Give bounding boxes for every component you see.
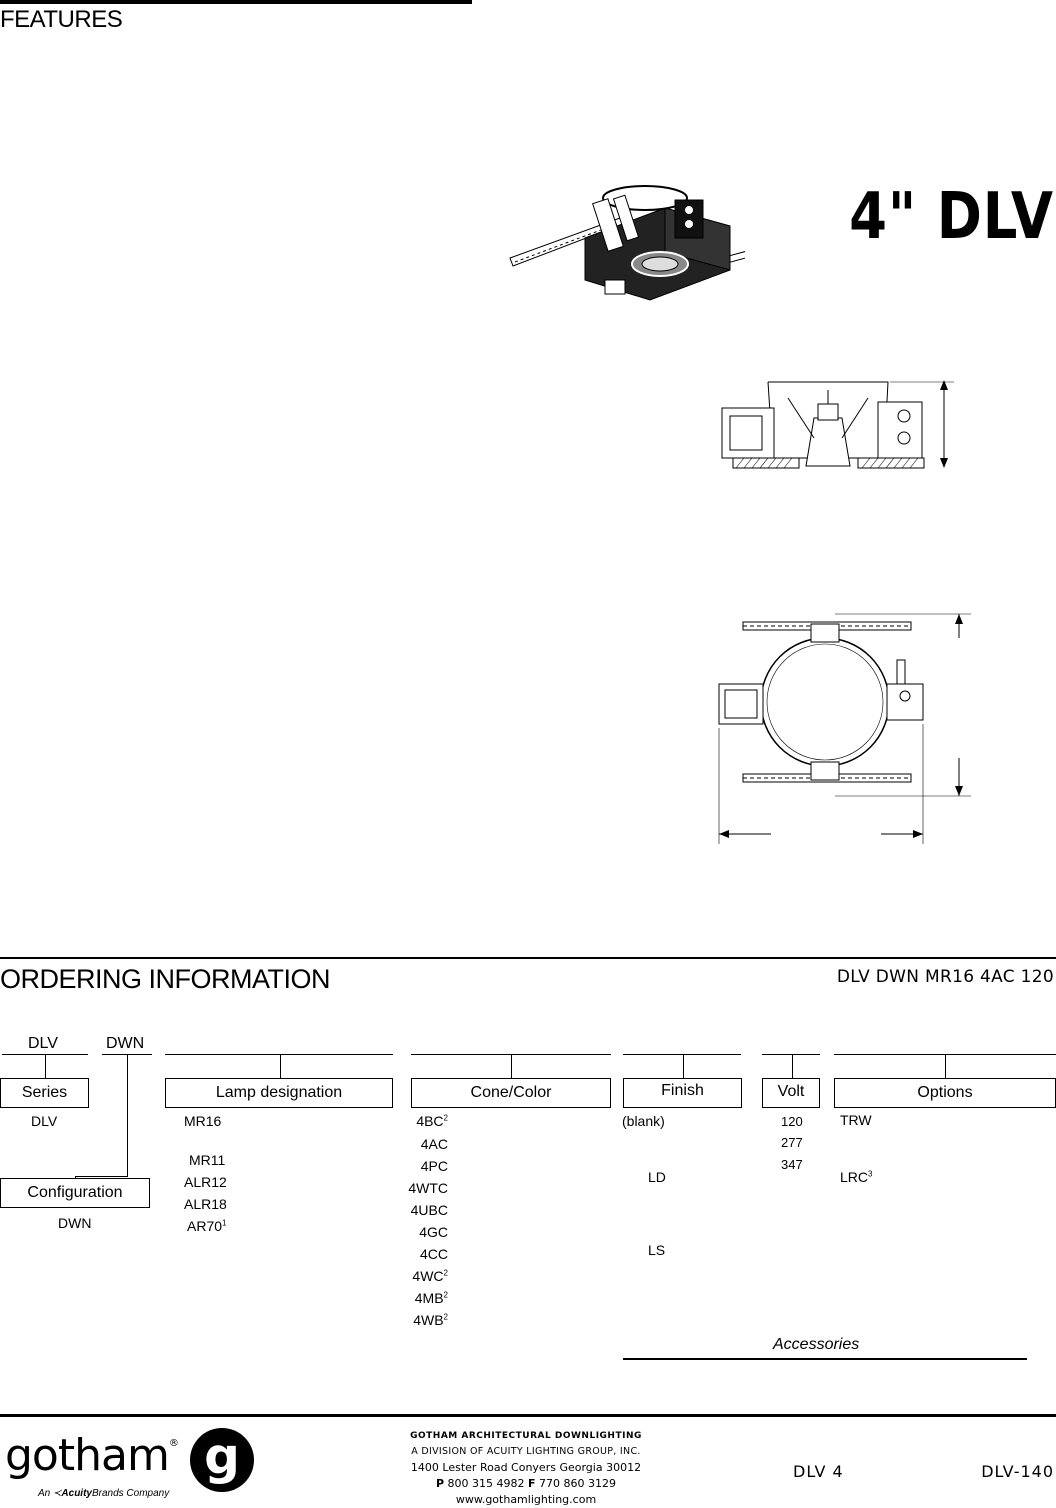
- cone-code: 4CC: [419, 1246, 448, 1262]
- cone-value: [388, 1246, 448, 1262]
- finish-connector: [683, 1054, 684, 1078]
- options-value-text: LRC: [840, 1169, 869, 1185]
- product-model-title: 4" DLV: [849, 180, 1054, 254]
- brand-tagline: [38, 1488, 169, 1499]
- lamp-value: MR16: [184, 1113, 222, 1129]
- options-value: [840, 1169, 872, 1185]
- finish-header: Finish: [623, 1078, 742, 1108]
- brand-wordmark: [5, 1430, 178, 1481]
- prefix-series-label: DLV: [28, 1035, 58, 1052]
- ordering-title: ORDERING INFORMATION: [0, 964, 330, 994]
- volt-header: Volt: [762, 1078, 820, 1108]
- volt-value: 120: [781, 1114, 803, 1129]
- cone-code: 4WB: [413, 1312, 444, 1328]
- logo-letter: g: [204, 1427, 240, 1485]
- accessories-rule: [623, 1358, 1027, 1360]
- finish-value: (blank): [622, 1113, 665, 1129]
- fixture-side-elevation-drawing: [718, 378, 958, 473]
- cone-value: [388, 1180, 448, 1196]
- ordering-top-rule: [0, 957, 1056, 959]
- cone-code: 4BC: [416, 1113, 444, 1129]
- config-connector: [127, 1054, 128, 1177]
- cone-value: [388, 1290, 448, 1306]
- acuity-swoosh-icon: ≺: [53, 1488, 62, 1499]
- gotham-logo-mark: [190, 1428, 254, 1492]
- options-header: Options: [834, 1078, 1056, 1108]
- company-division: A DIVISION OF ACUITY LIGHTING GROUP, INC.: [411, 1446, 641, 1457]
- cone-code: 4GC: [419, 1224, 448, 1240]
- brand-name: gotham: [5, 1430, 169, 1481]
- lamp-value: ALR18: [184, 1196, 227, 1212]
- series-header: Series: [0, 1078, 89, 1108]
- features-top-rule: [0, 0, 472, 4]
- registered-mark: ®: [168, 1438, 178, 1449]
- cone-value: [388, 1158, 448, 1174]
- cone-code: 4WTC: [408, 1180, 448, 1196]
- phone-label: P: [435, 1477, 445, 1490]
- prefix-config-label: DWN: [106, 1035, 145, 1052]
- cone-value: [388, 1202, 448, 1218]
- cone-header: Cone/Color: [411, 1078, 611, 1108]
- series-connector: [45, 1054, 46, 1078]
- page-code: DLV-140: [981, 1462, 1054, 1481]
- cone-footnote: 2: [443, 1290, 448, 1300]
- company-website[interactable]: www.gothamlighting.com: [455, 1493, 597, 1506]
- fax-label: F: [528, 1477, 536, 1490]
- tagline-prefix: An: [38, 1488, 51, 1499]
- company-address: 1400 Lester Road Conyers Georgia 30012: [410, 1461, 642, 1474]
- finish-value: LS: [648, 1242, 666, 1258]
- finish-value: LD: [648, 1169, 666, 1185]
- cone-code: 4UBC: [410, 1202, 448, 1218]
- series-value: DLV: [31, 1113, 58, 1129]
- lamp-header: Lamp designation: [165, 1078, 393, 1108]
- cone-code: 4MB: [414, 1290, 444, 1306]
- cone-code: 4PC: [420, 1158, 448, 1174]
- cone-footnote: 2: [443, 1268, 448, 1278]
- options-value: TRW: [840, 1112, 872, 1128]
- cone-value: [388, 1312, 448, 1328]
- fixture-isometric-illustration: [505, 178, 745, 308]
- volt-value: 347: [781, 1157, 803, 1172]
- features-title: FEATURES: [0, 6, 123, 33]
- configuration-header: Configuration: [0, 1178, 150, 1208]
- lamp-value: MR11: [189, 1152, 226, 1168]
- cone-code: 4AC: [420, 1136, 448, 1152]
- options-footnote: 3: [868, 1169, 873, 1179]
- phone-number: 800 315 4982: [447, 1477, 525, 1490]
- volt-bracket: [762, 1054, 820, 1055]
- lamp-value: ALR12: [184, 1174, 227, 1190]
- company-name: GOTHAM ARCHITECTURAL DOWNLIGHTING: [410, 1431, 642, 1441]
- doc-id: DLV 4: [793, 1462, 844, 1481]
- accessories-label: Accessories: [773, 1336, 860, 1353]
- cone-value: [388, 1224, 448, 1240]
- company-info: [410, 1428, 642, 1508]
- cone-connector: [511, 1054, 512, 1078]
- cone-value: [388, 1113, 448, 1129]
- cone-footnote: 2: [443, 1113, 448, 1123]
- lamp-value-text: AR70: [187, 1218, 223, 1234]
- footer-top-rule: [0, 1414, 1056, 1417]
- lamp-value: [187, 1218, 226, 1234]
- cone-value: [388, 1136, 448, 1152]
- lamp-connector: [280, 1054, 281, 1078]
- configuration-value: DWN: [58, 1215, 92, 1231]
- volt-value: 277: [781, 1135, 803, 1150]
- config-connector-foot: [75, 1176, 128, 1177]
- fax-number: 770 860 3129: [539, 1477, 617, 1490]
- lamp-bracket: [165, 1054, 393, 1055]
- cone-value: [388, 1268, 448, 1284]
- finish-bracket: [623, 1054, 741, 1055]
- tagline-suffix: Brands Company: [91, 1488, 170, 1499]
- cone-code: 4WC: [412, 1268, 444, 1284]
- cone-footnote: 2: [443, 1312, 448, 1322]
- lamp-footnote: 1: [222, 1218, 227, 1228]
- tagline-acuity: Acuity: [61, 1488, 92, 1499]
- volt-connector: [792, 1054, 793, 1078]
- ordering-example: DLV DWN MR16 4AC 120: [836, 967, 1054, 987]
- fixture-plan-view-drawing: [715, 608, 975, 848]
- company-phone-fax: [410, 1476, 642, 1492]
- options-connector: [945, 1054, 946, 1078]
